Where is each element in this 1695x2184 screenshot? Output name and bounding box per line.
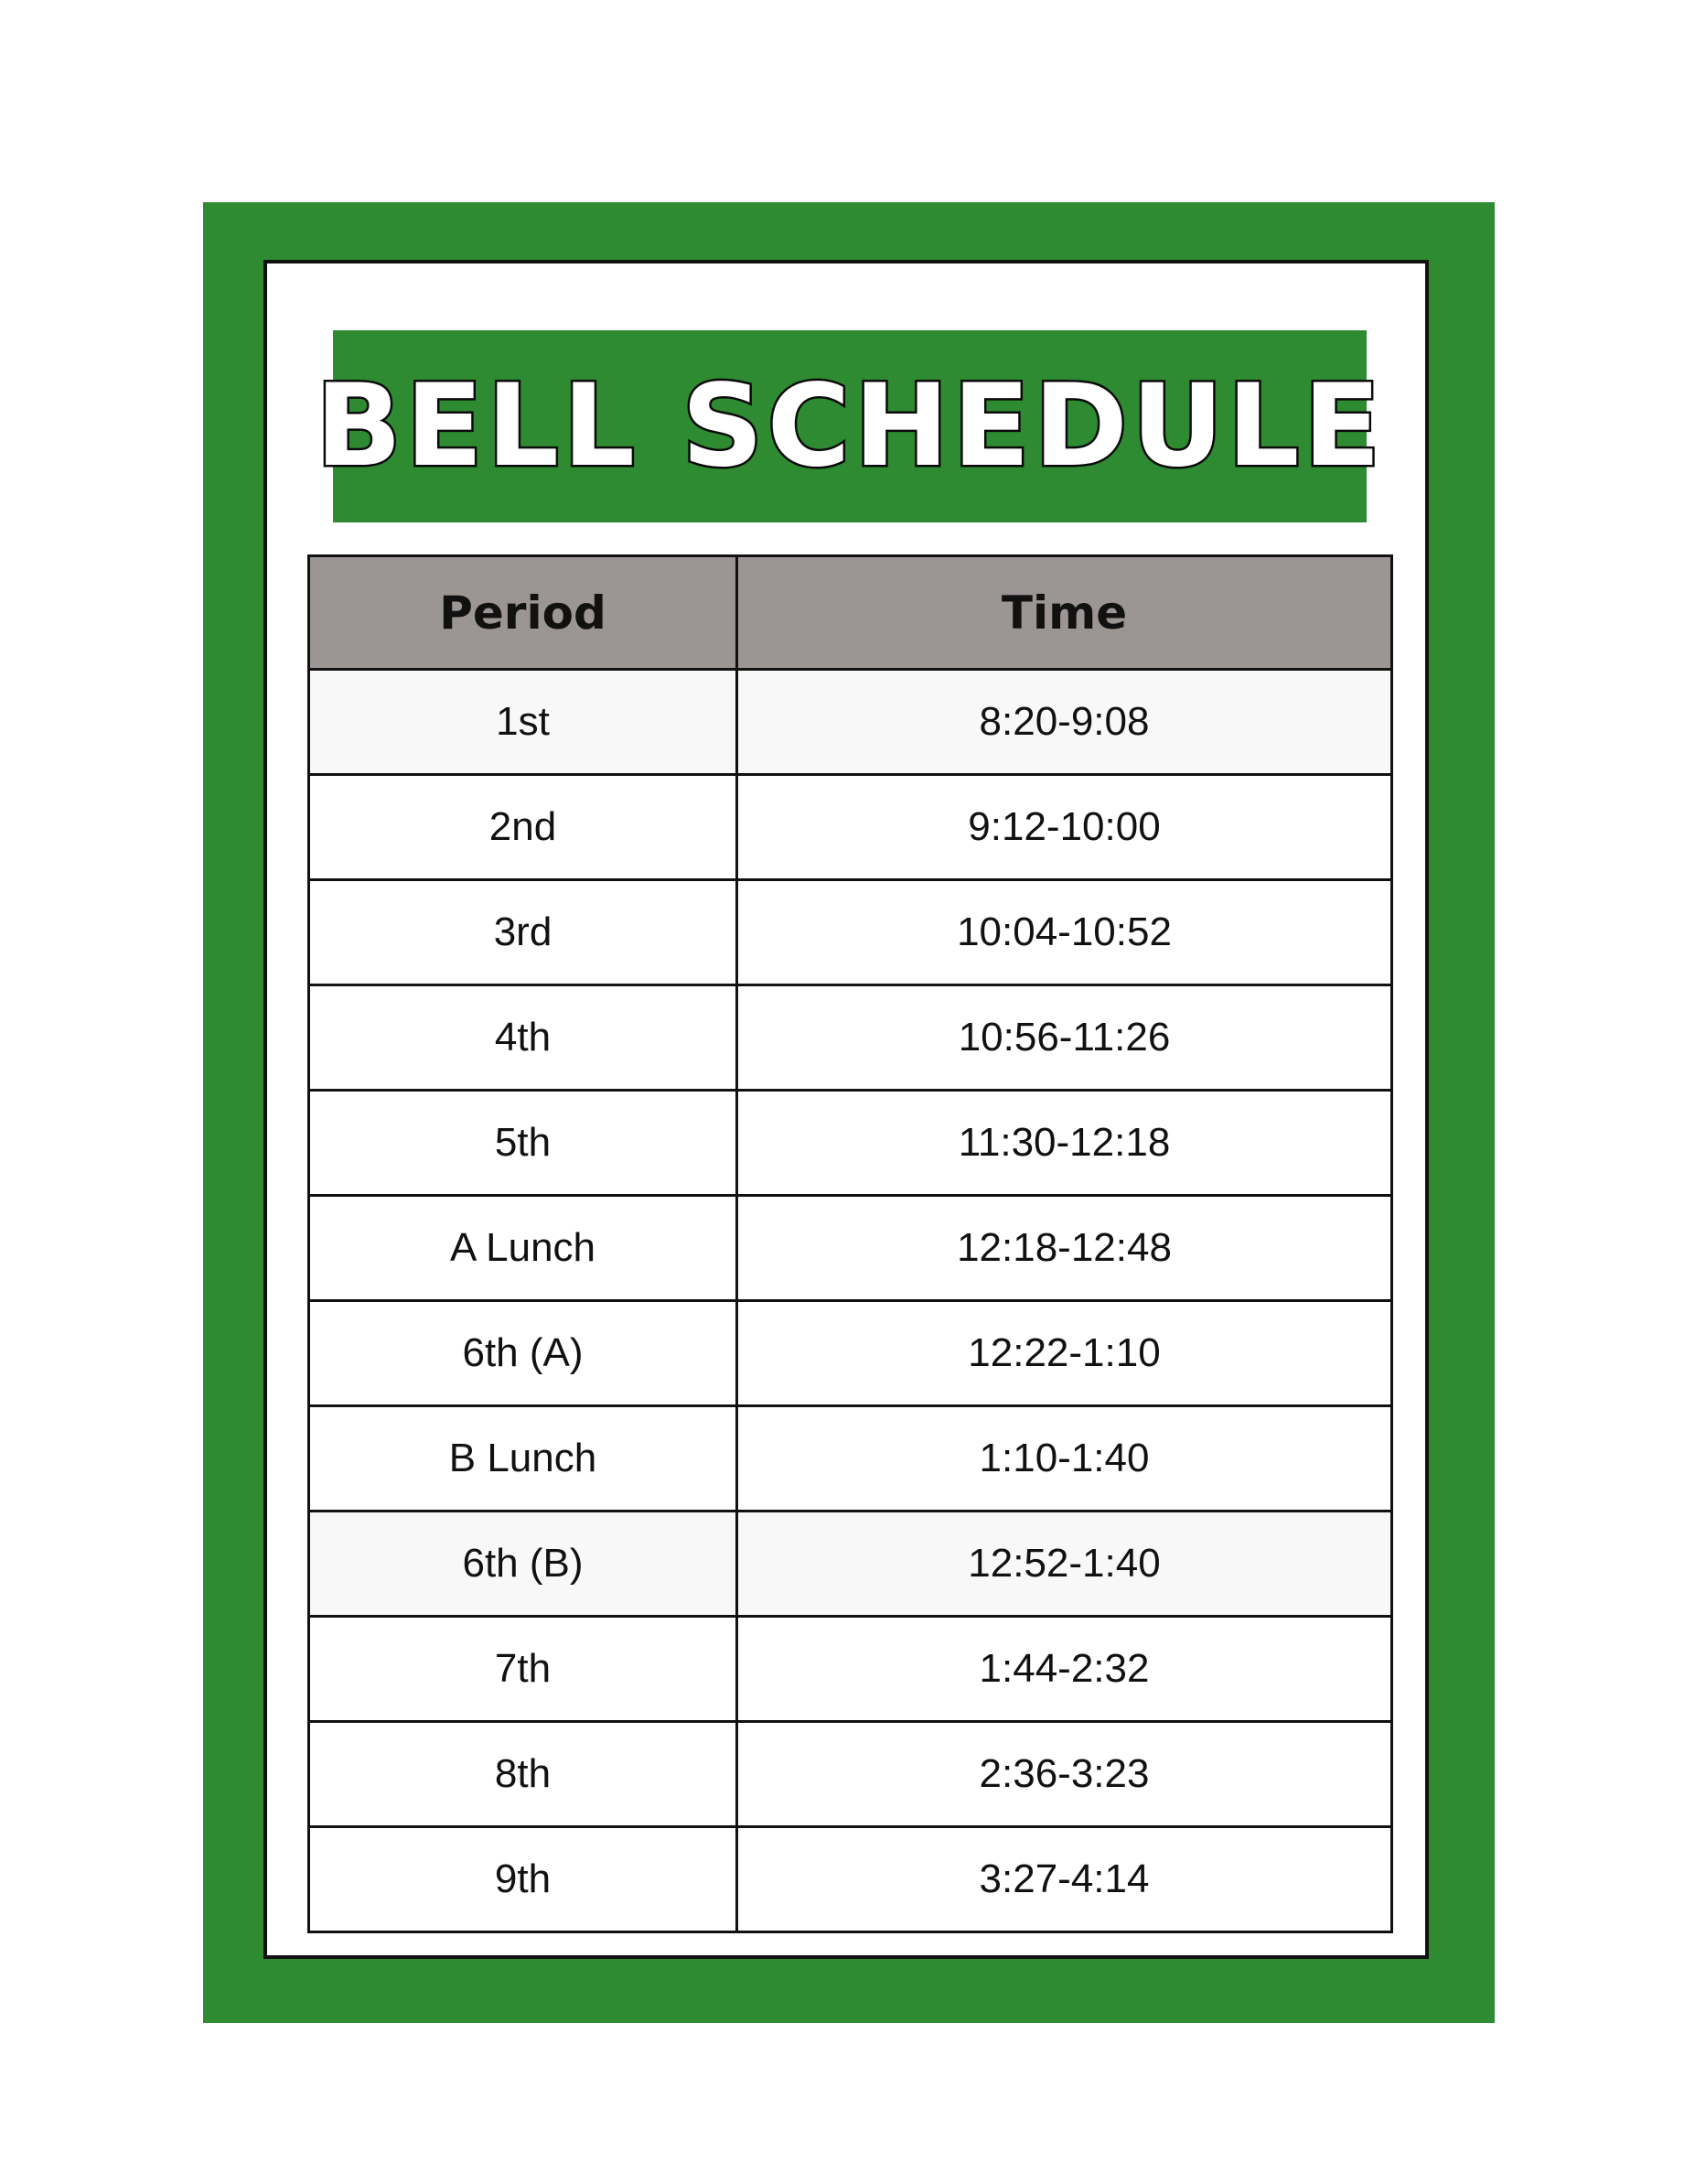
column-header-time: Time (737, 556, 1392, 670)
table-header-row (309, 556, 1392, 670)
period-cell: 5th (309, 1091, 737, 1196)
time-cell: 9:12-10:00 (737, 775, 1392, 880)
poster-frame (203, 202, 1495, 2023)
time-cell: 8:20-9:08 (737, 670, 1392, 775)
time-cell: 3:27-4:14 (737, 1827, 1392, 1932)
period-cell: 7th (309, 1617, 737, 1722)
period-cell: 6th (B) (309, 1512, 737, 1617)
time-cell: 12:52-1:40 (737, 1512, 1392, 1617)
page-title: BELL SCHEDULE (315, 360, 1385, 492)
table-row (309, 1827, 1392, 1932)
time-cell: 1:10-1:40 (737, 1406, 1392, 1512)
time-cell: 2:36-3:23 (737, 1722, 1392, 1827)
table-row (309, 1196, 1392, 1301)
period-cell: 3rd (309, 880, 737, 985)
table-row (309, 1617, 1392, 1722)
title-banner (315, 330, 1385, 522)
period-cell: 1st (309, 670, 737, 775)
table-row (309, 775, 1392, 880)
period-cell: 9th (309, 1827, 737, 1932)
poster-inner-panel (263, 260, 1429, 1959)
table-row (309, 1406, 1392, 1512)
time-cell: 10:56-11:26 (737, 985, 1392, 1091)
table-row (309, 1091, 1392, 1196)
period-cell: 6th (A) (309, 1301, 737, 1406)
time-cell: 12:22-1:10 (737, 1301, 1392, 1406)
period-cell: 2nd (309, 775, 737, 880)
table-row (309, 1512, 1392, 1617)
time-cell: 11:30-12:18 (737, 1091, 1392, 1196)
time-cell: 12:18-12:48 (737, 1196, 1392, 1301)
column-header-period: Period (309, 556, 737, 670)
time-cell: 10:04-10:52 (737, 880, 1392, 985)
schedule-table (307, 554, 1393, 1933)
table-row (309, 880, 1392, 985)
table-row (309, 985, 1392, 1091)
time-cell: 1:44-2:32 (737, 1617, 1392, 1722)
period-cell: A Lunch (309, 1196, 737, 1301)
period-cell: 4th (309, 985, 737, 1091)
period-cell: B Lunch (309, 1406, 737, 1512)
table-row (309, 670, 1392, 775)
table-row (309, 1301, 1392, 1406)
period-cell: 8th (309, 1722, 737, 1827)
table-row (309, 1722, 1392, 1827)
